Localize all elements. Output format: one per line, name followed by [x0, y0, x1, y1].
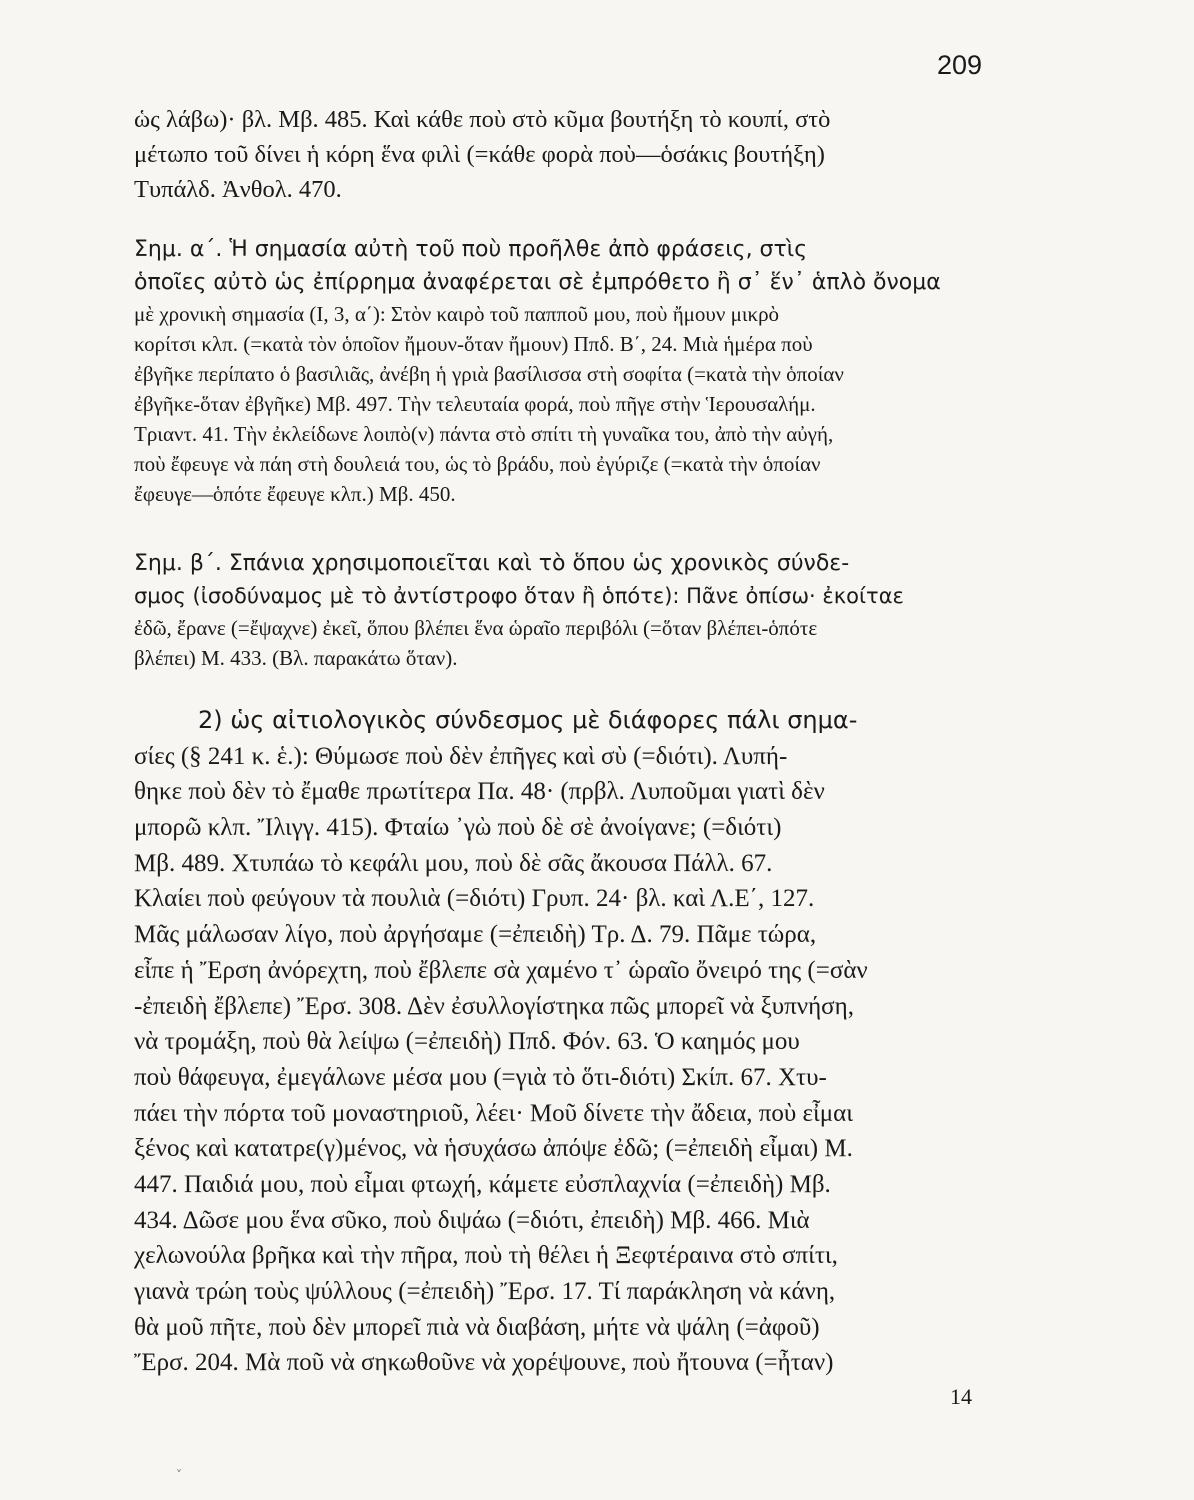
text-line: σίες (§ 241 κ. ἑ.): Θύμωσε ποὺ δὲν ἐπῆγες καὶ σὺ (=διότι). Λυπή-: [134, 742, 788, 770]
note-alpha: [134, 233, 982, 509]
text-line: Μᾶς μάλωσαν λίγο, ποὺ ἀργήσαμε (=ἐπειδὴ) Τρ. Δ. 79. Πᾶμε τώρα,: [134, 921, 817, 949]
text-line: νὰ τρομάξη, ποὺ θὰ λείψω (=ἐπειδὴ) Ππδ. Φόν. 63. Ὁ καημός μου: [134, 1028, 800, 1056]
text-line: σμος (ἰσοδύναμος μὲ τὸ ἀντίστροφο ὅταν ἢ ὁπότε): Πᾶνε ὀπίσω· ἐκοίταε: [134, 584, 904, 608]
section-2-heading-line: 2) ὡς αἰτιολογικὸς σύνδεσμος μὲ διάφορες πάλι σημα-: [198, 706, 858, 734]
text-line: -ἐπειδὴ ἔβλεπε) Ἔρσ. 308. Δὲν ἐσυλλογίστηκα πῶς μπορεῖ νὰ ξυπνήση,: [134, 992, 854, 1020]
text-line: πάει τὴν πόρτα τοῦ μοναστηριοῦ, λέει· Μοῦ δίνετε τὴν ἄδεια, ποὺ εἶμαι: [134, 1099, 853, 1127]
body-text: [134, 102, 982, 1381]
section-2: [134, 703, 982, 1381]
text-line: ὁποῖες αὐτὸ ὡς ἐπίρρημα ἀναφέρεται σὲ ἐμπρόθετο ἢ σ᾽ ἕν᾽ ἁπλὸ ὄνομα: [134, 270, 941, 295]
text-line: κορίτσι κλπ. (=κατὰ τὸν ὁποῖον ἤμουν-ὅταν ἤμουν) Ππδ. Β΄, 24. Μιὰ ἡμέρα ποὺ: [134, 332, 813, 356]
note-beta-heading-line: Σημ. β΄. Σπάνια χρησιμοποιεῖται καὶ τὸ ὅπου ὡς χρονικὸς σύνδε-: [134, 551, 850, 576]
text-line: ἐβγῆκε περίπατο ὁ βασιλιᾶς, ἀνέβη ἡ γριὰ βασίλισσα στὴ σοφίτα (=κατὰ τὴν ὁποίαν: [134, 362, 844, 386]
bottom-mark: ˅: [176, 1468, 182, 1482]
text-line: ξένος καὶ κατατρε(γ)μένος, νὰ ἡσυχάσω ἀπόψε ἐδῶ; (=ἐπειδὴ εἶμαι) Μ.: [134, 1135, 853, 1163]
text-line: μὲ χρονικὴ σημασία (Ι, 3, α΄): Στὸν καιρὸ τοῦ παπποῦ μου, ποὺ ἤμουν μικρὸ: [134, 302, 780, 326]
text-line: μέτωπο τοῦ δίνει ἡ κόρη ἕνα φιλὶ (=κάθε φορὰ ποὺ—ὁσάκις βουτήξη): [134, 141, 825, 168]
text-line: Τριαντ. 41. Τὴν ἐκλείδωνε λοιπὸ(ν) πάντα στὸ σπίτι τὴ γυναῖκα του, ἀπὸ τὴν αὐγή,: [134, 422, 834, 446]
signature-number: 14: [950, 1384, 972, 1409]
text-line: ἐβγῆκε-ὅταν ἐβγῆκε) Μβ. 497. Τὴν τελευταία φορά, ποὺ πῆγε στὴν Ἱερουσαλήμ.: [134, 392, 816, 416]
text-line: ἔφευγε—ὁπότε ἔφευγε κλπ.) Μβ. 450.: [134, 482, 456, 506]
text-line: Μβ. 489. Χτυπάω τὸ κεφάλι μου, ποὺ δὲ σᾶς ἄκουσα Πάλλ. 67.: [134, 849, 773, 877]
text-line: θηκε ποὺ δὲν τὸ ἔμαθε πρωτίτερα Πα. 48· (πρβλ. Λυποῦμαι γιατὶ δὲν: [134, 778, 825, 806]
text-line: εἶπε ἡ Ἔρση ἀνόρεχτη, ποὺ ἔβλεπε σὰ χαμένο τ᾽ ὡραῖο ὄνειρό της (=σὰν: [134, 956, 868, 984]
text-line: ἐδῶ, ἔρανε (=ἔψαχνε) ἐκεῖ, ὅπου βλέπει ἕνα ὡραῖο περιβόλι (=ὅταν βλέπει-ὁπότε: [134, 616, 818, 640]
text-line: 447. Παιδιά μου, ποὺ εἶμαι φτωχή, κάμετε εὐσπλαχνία (=ἐπειδὴ) Μβ.: [134, 1170, 831, 1198]
text-line: χελωνούλα βρῆκα καὶ τὴν πῆρα, ποὺ τὴ θέλει ἡ Ξεφτέραινα στὸ σπίτι,: [134, 1242, 838, 1270]
text-line: θὰ μοῦ πῆτε, ποὺ δὲν μπορεῖ πιὰ νὰ διαβάση, μήτε νὰ ψάλη (=ἀφοῦ): [134, 1313, 820, 1341]
paragraph-continuation: [134, 102, 982, 207]
text-line: μπορῶ κλπ. Ἴλιγγ. 415). Φταίω ᾽γὼ ποὺ δὲ σὲ ἀνοίγανε; (=διότι): [134, 814, 782, 842]
note-beta: [134, 547, 982, 673]
note-alpha-heading-line: Σημ. α΄. Ἡ σημασία αὐτὴ τοῦ ποὺ προῆλθε ἀπὸ φράσεις, στὶς: [134, 237, 808, 262]
text-line: Ἔρσ. 204. Μὰ ποῦ νὰ σηκωθοῦνε νὰ χορέψουνε, ποὺ ἤτουνα (=ἦταν): [134, 1349, 834, 1377]
text-line: Κλαίει ποὺ φεύγουν τὰ πουλιὰ (=διότι) Γρυπ. 24· βλ. καὶ Λ.Ε΄, 127.: [134, 885, 815, 913]
text-line: Τυπάλδ. Ἀνθολ. 470.: [134, 176, 342, 203]
text-line: ποὺ ἔφευγε νὰ πάη στὴ δουλειά του, ὡς τὸ βράδυ, ποὺ ἐγύριζε (=κατὰ τὴν ὁποίαν: [134, 452, 821, 476]
text-line: 434. Δῶσε μου ἕνα σῦκο, ποὺ διψάω (=διότι, ἐπειδὴ) Μβ. 466. Μιὰ: [134, 1206, 810, 1234]
page-number: 209: [936, 50, 982, 80]
text-line: ποὺ θάφευγα, ἐμεγάλωνε μέσα μου (=γιὰ τὸ ὅτι-διότι) Σκίπ. 67. Χτυ-: [134, 1063, 827, 1091]
text-line: γιανὰ τρώη τοὺς ψύλλους (=ἐπειδὴ) Ἔρσ. 17. Τί παράκληση νὰ κάνη,: [134, 1278, 836, 1305]
text-line: βλέπει) Μ. 433. (Βλ. παρακάτω ὅταν).: [134, 646, 458, 670]
text-line: ὡς λάβω)· βλ. Μβ. 485. Καὶ κάθε ποὺ στὸ κῦμα βουτήξη τὸ κουπί, στὸ: [134, 106, 831, 133]
